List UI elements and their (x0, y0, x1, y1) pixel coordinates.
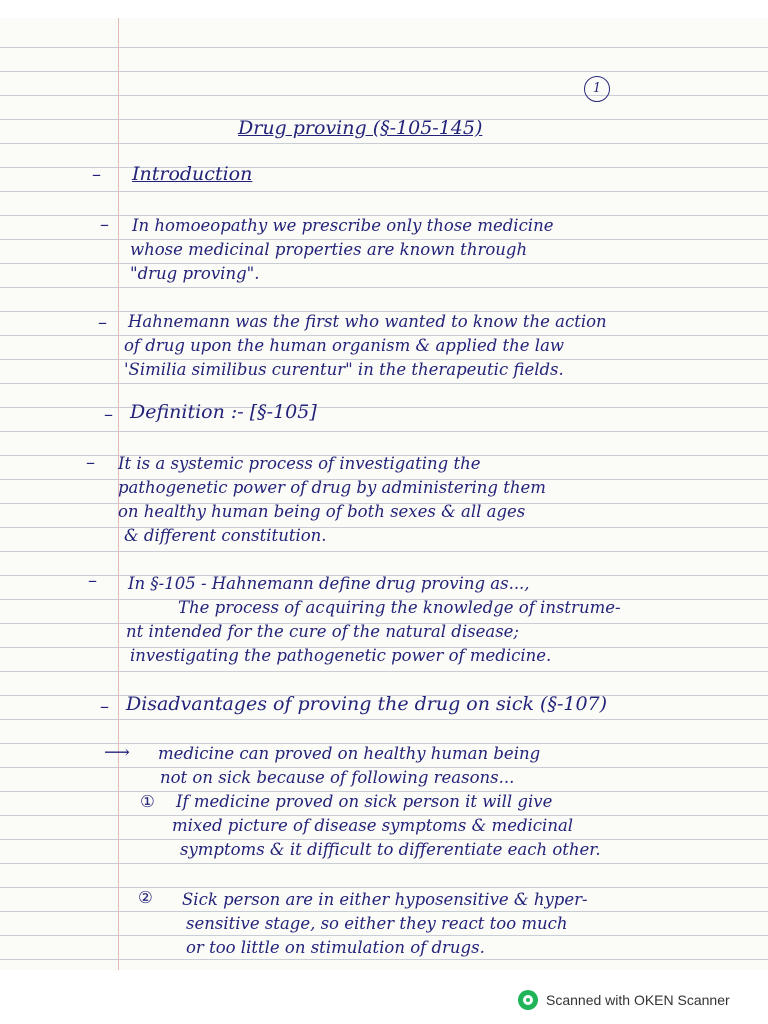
notebook-page (0, 18, 768, 970)
reason1-marker: ① (140, 792, 155, 811)
definition-point1-line3: on healthy human being of both sexes & all ages (118, 502, 526, 521)
reason2-marker: ② (138, 888, 153, 907)
bullet-dash: – (98, 312, 107, 333)
bullet-dash: – (86, 452, 95, 473)
page-title: Drug proving (§-105-145) (238, 117, 483, 139)
reason1-line2: mixed picture of disease symptoms & medicinal (172, 816, 574, 835)
intro-point2-line1: Hahnemann was the first who wanted to know the action (128, 312, 607, 331)
oken-scanner-logo-icon (518, 990, 538, 1010)
intro-point1-line2: whose medicinal properties are known through (130, 240, 528, 259)
bullet-dash: – (100, 696, 109, 717)
definition-point2-line3: nt intended for the cure of the natural disease; (126, 622, 519, 641)
definition-point1-line4: & different constitution. (124, 526, 327, 545)
definition-point2-line4: investigating the pathogenetic power of medicine. (130, 646, 552, 665)
bullet-dash: – (100, 214, 109, 235)
definition-point2-line2: The process of acquiring the knowledge of instrume- (178, 598, 621, 617)
reason2-line3: or too little on stimulation of drugs. (186, 938, 485, 957)
reason2-line1: Sick person are in either hyposensitive & hyper- (182, 890, 588, 909)
bullet-dash: – (88, 570, 97, 591)
arrow-icon: ⟶ (104, 742, 130, 763)
reason2-line2: sensitive stage, so either they react too much (186, 914, 568, 933)
scanner-text: Scanned with OKEN Scanner (546, 992, 730, 1008)
disadvantages-intro-line1: medicine can proved on healthy human being (158, 744, 541, 763)
definition-heading: Definition :- [§-105] (130, 401, 317, 423)
page-number: 1 (584, 76, 610, 102)
introduction-heading: Introduction (132, 163, 253, 185)
intro-point1-line3: "drug proving". (130, 264, 260, 283)
disadvantages-heading: Disadvantages of proving the drug on sick (§-107) (126, 693, 608, 715)
scanner-watermark (518, 990, 730, 1010)
bullet-dash: – (104, 404, 113, 425)
definition-point2-line1: In §-105 - Hahnemann define drug proving as..., (128, 574, 530, 593)
definition-point1-line1: It is a systemic process of investigating the (118, 454, 481, 473)
definition-point1-line2: pathogenetic power of drug by administering them (118, 478, 546, 497)
disadvantages-intro-line2: not on sick because of following reasons... (160, 768, 515, 787)
reason1-line3: symptoms & it difficult to differentiate each other. (180, 840, 601, 859)
bullet-dash: – (92, 164, 101, 185)
intro-point1-line1: In homoeopathy we prescribe only those medicine (132, 216, 554, 235)
intro-point2-line2: of drug upon the human organism & applied the law (124, 336, 565, 355)
reason1-line1: If medicine proved on sick person it will give (176, 792, 553, 811)
intro-point2-line3: 'Similia similibus curentur" in the therapeutic fields. (124, 360, 564, 379)
